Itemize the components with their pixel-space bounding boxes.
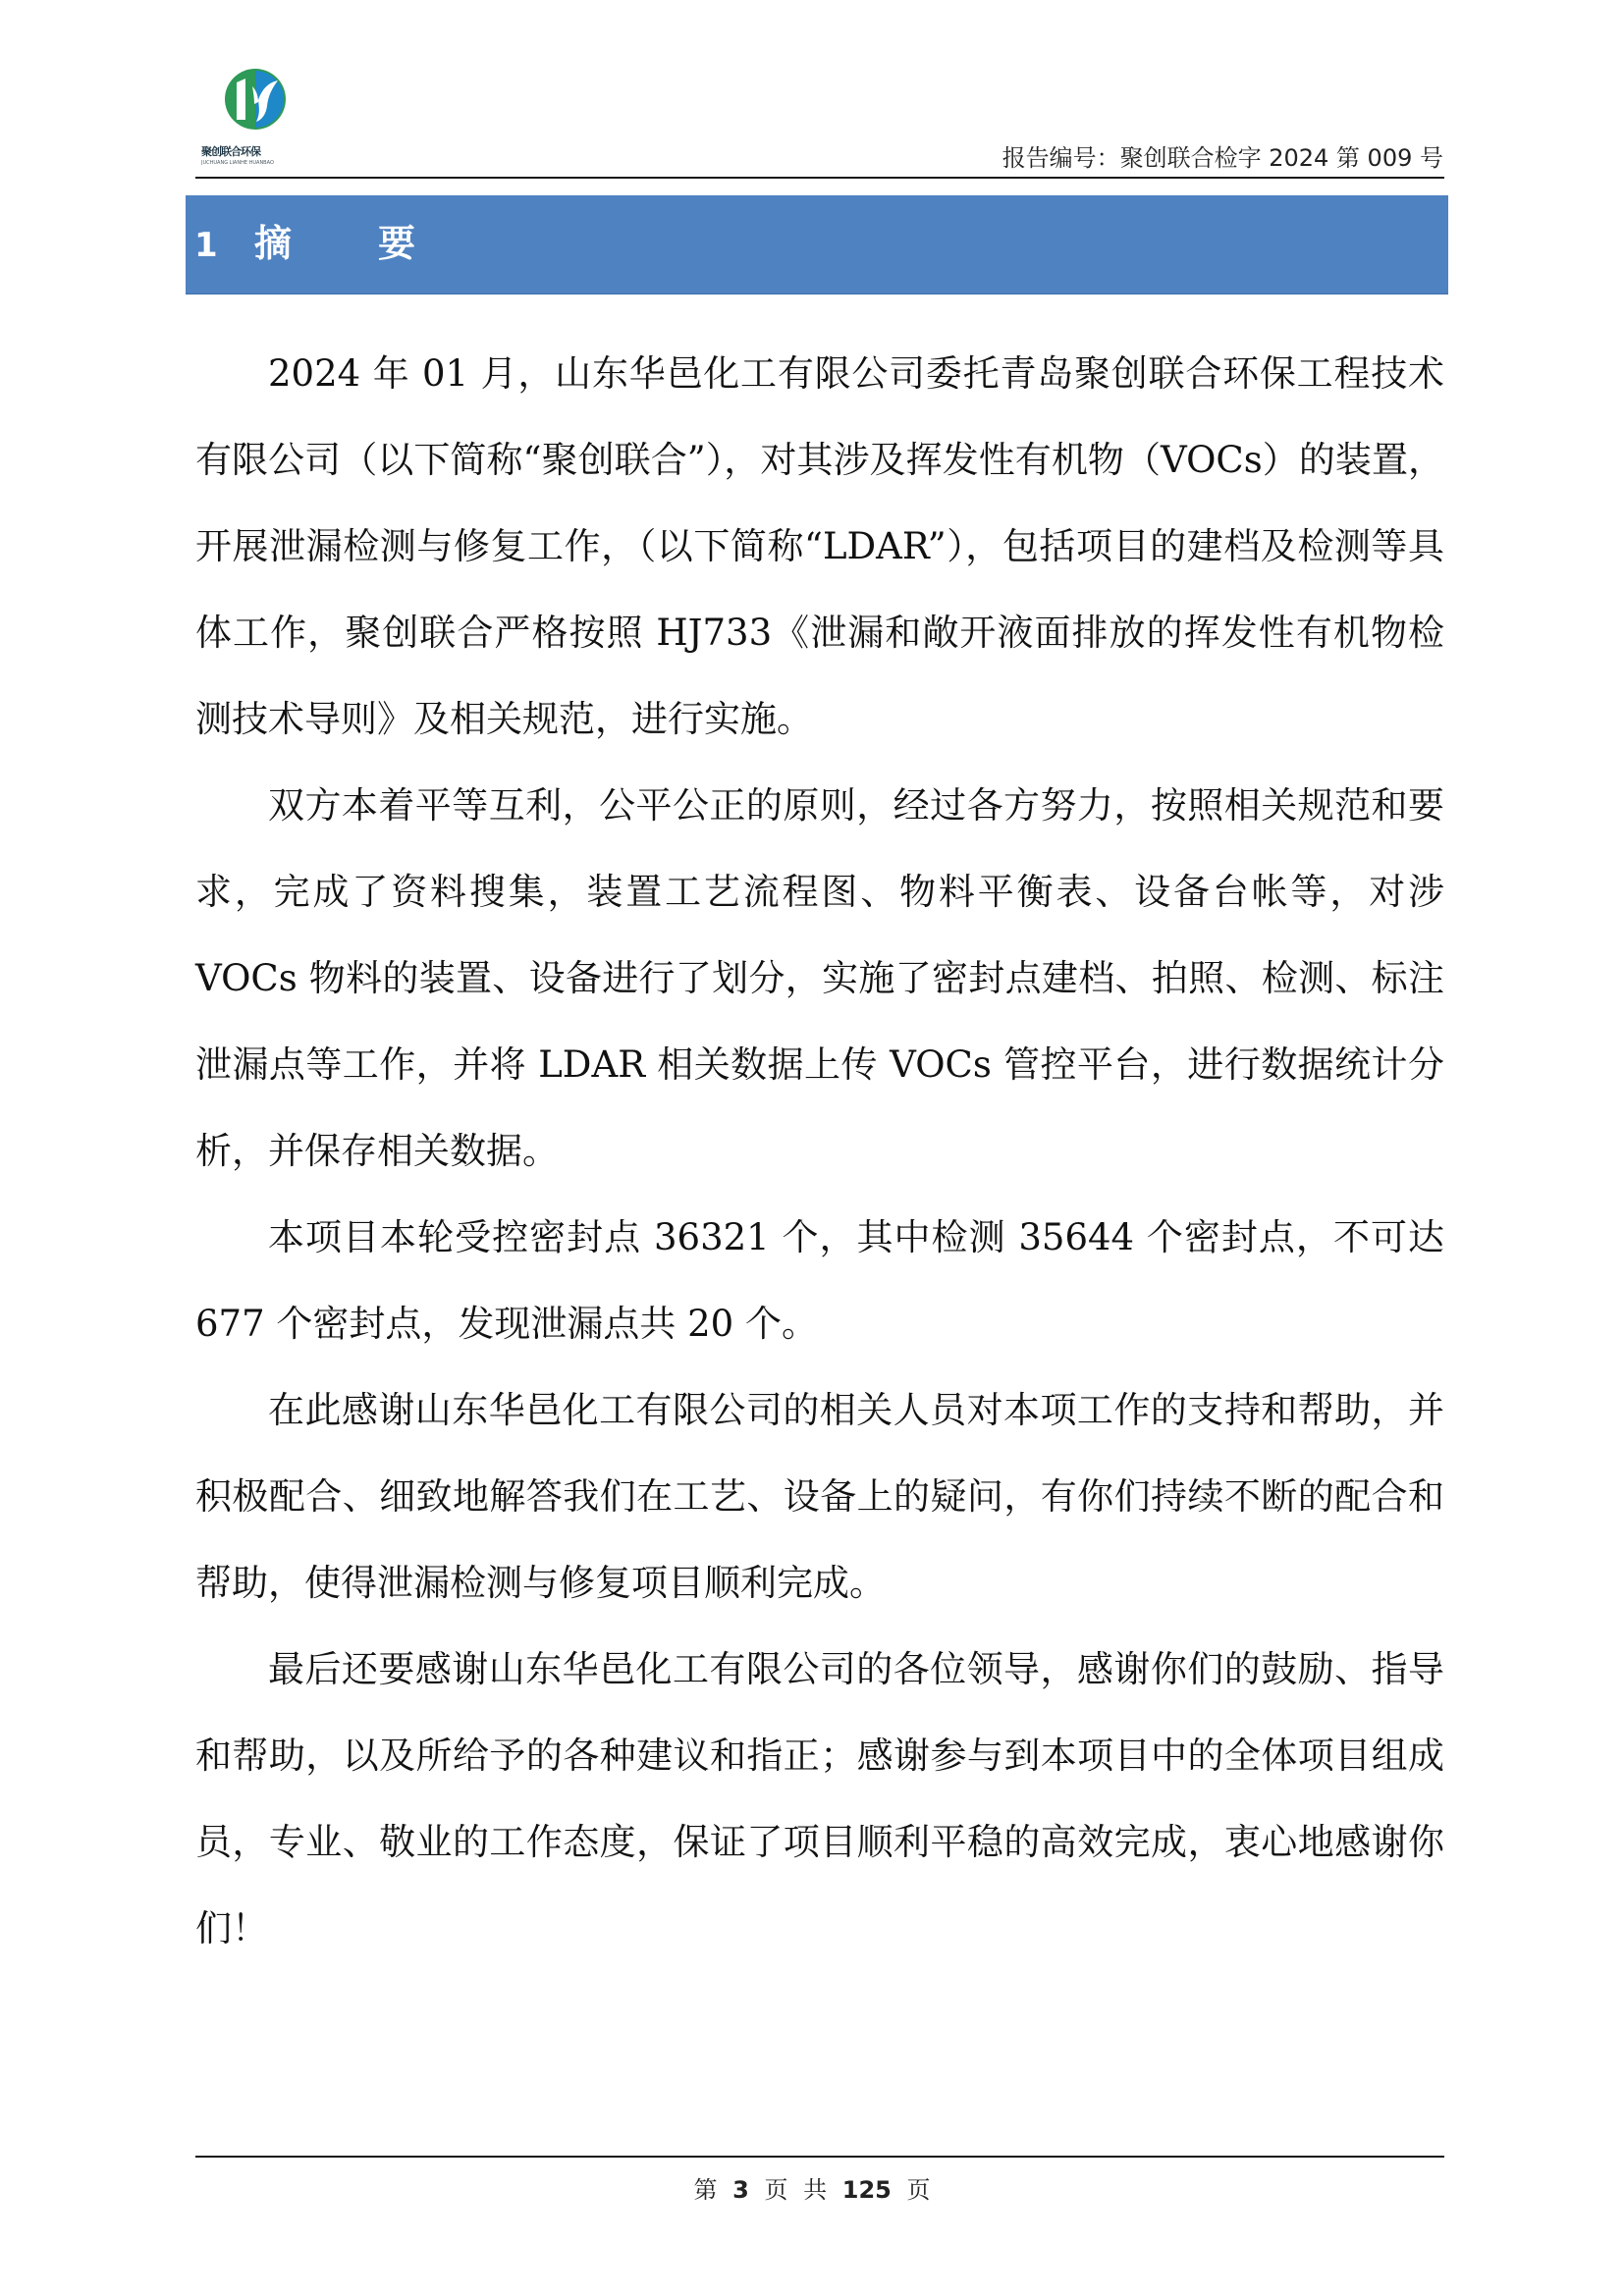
footer-prefix: 第: [693, 2176, 718, 2204]
body-paragraph: 双方本着平等互利，公平公正的原则，经过各方努力，按照相关规范和要求，完成了资料搜集，装置工艺流程图、物料平衡表、设备台帐等，对涉 VOCs 物料的装置、设备进行了划分，实施了密封点建档、拍照、检测、标注泄漏点等工作，并将 LDAR 相关数据上传 VOCs 管控平台，进行数据统计分析，并保存相关数据。: [195, 784, 1444, 1172]
company-logo: [201, 67, 309, 169]
company-logo-text: 聚创联合环保: [201, 145, 260, 158]
section-heading-bar: [186, 195, 1448, 294]
total-page-count: 125: [841, 2176, 892, 2204]
header-divider: [195, 177, 1444, 179]
body-paragraph: 2024 年 01 月，山东华邑化工有限公司委托青岛聚创联合环保工程技术有限公司（以下简称“聚创联合”），对其涉及挥发性有机物（VOCs）的装置，开展泄漏检测与修复工作，（以下简称“LDAR”），包括项目的建档及检测等具体工作，聚创联合严格按照 HJ733《泄漏和敞开液面排放的挥发性有机物检测技术导则》及相关规范，进行实施。: [195, 352, 1444, 740]
body-paragraph: 最后还要感谢山东华邑化工有限公司的各位领导，感谢你们的鼓励、指导和帮助，以及所给予的各种建议和指正；感谢参与到本项目中的全体项目组成员，专业、敬业的工作态度，保证了项目顺利平稳的高效完成，衷心地感谢你们！: [195, 1648, 1444, 1949]
company-logo-subtext: JUCHUANG LIANHE HUANBAO: [201, 160, 274, 166]
body-paragraph: 本项目本轮受控密封点 36321 个，其中检测 35644 个密封点，不可达 677 个密封点，发现泄漏点共 20 个。: [195, 1216, 1444, 1345]
section-title: 摘要: [254, 222, 503, 265]
footer-page-word: 页: [764, 2176, 788, 2204]
footer-total-word: 共: [803, 2176, 828, 2204]
company-logo-icon: [223, 67, 288, 132]
section-number: 1: [194, 226, 218, 265]
footer-suffix: 页: [906, 2176, 931, 2204]
current-page-number: 3: [732, 2176, 749, 2204]
footer-divider: [195, 2156, 1444, 2158]
body-paragraph: 在此感谢山东华邑化工有限公司的相关人员对本项工作的支持和帮助，并积极配合、细致地解答我们在工艺、设备上的疑问，有你们持续不断的配合和帮助，使得泄漏检测与修复项目顺利完成。: [195, 1389, 1444, 1604]
page-footer: [0, 2175, 1624, 2205]
report-number: 报告编号：聚创联合检字 2024 第 009 号: [1001, 144, 1443, 172]
summary-body: [195, 331, 1444, 1972]
